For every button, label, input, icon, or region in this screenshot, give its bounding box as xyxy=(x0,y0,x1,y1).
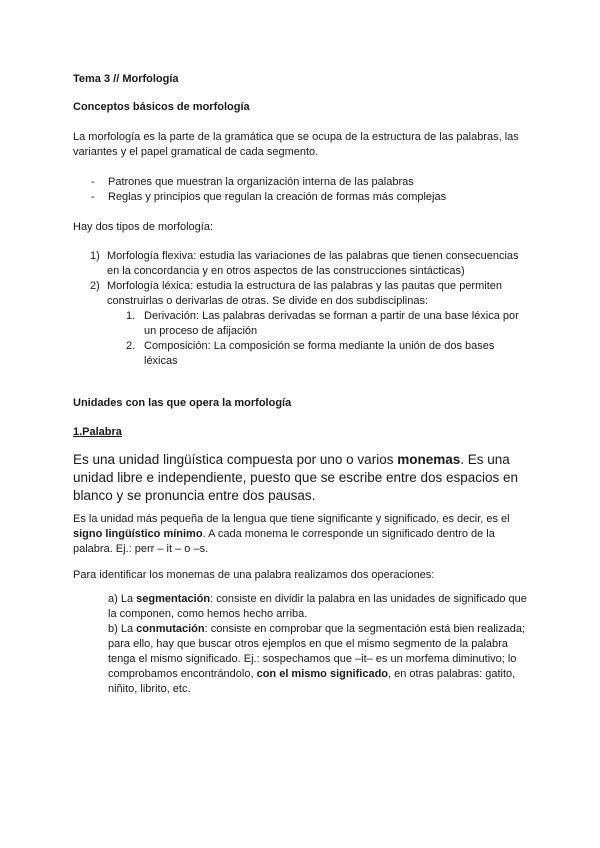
term-mismo-significado: con el mismo significado xyxy=(256,668,389,680)
section-heading-conceptos: Conceptos básicos de morfología xyxy=(73,101,250,113)
sublist-item-text: Composición: La composición se forma mediante la unión de dos bases léxicas xyxy=(144,340,495,367)
sublist-marker: 2. xyxy=(126,340,136,352)
section-heading-unidades: Unidades con las que opera la morfología xyxy=(73,397,292,409)
document-page: Tema 3 // Morfología Conceptos básicos de morfología La morfología es la parte de la gramática que se ocupa de la estructura de las palabras, las variantes y el papel gramatical de cada segmento. - Patrones que muestran la organización interna de las palabras - Reglas y principios que regulan la creación de formas más complejas Hay dos tipos de morfología: 1) Morfología flexiva: estudia las variaciones de las palabras que tienen consecuencias en la concordancia y en otros aspectos de las construcciones sintácticas) 2) Morfología léxica: estudia la estructura de las palabras y las pautas que permiten construirlas o derivarlas de otras. Se divide en dos subdisciplinas: 1. Derivación: Las palabras derivadas se forman a partir de una base léxica por un proceso de afijación 2. Composición: La composición se forma mediante la unión de dos bases léxicas Unidades con las que opera la morfología 1.Palabra Es una unidad lingüística compuesta por uno o varios monemas. Es una unidad libre e independiente, puesto que se escribe entre dos espacios en blanco y se pronuncia entre dos pausas. Es la unidad más pequeña de la lengua que tiene significante y significado, es decir, es el signo lingüístico mínimo. A cada monema le corresponde un significado dentro de la palabra. Ej.: perr – it – o –s. Para identificar los monemas de una palabra realizamos dos operaciones: a) La segmentación: consiste en dividir la palabra en las unidades de significado que la componen, como hemos hecho arriba. b) La conmutación: consiste en comprobar que la segmentación está bien realizada; para ello, hay que buscar otros ejemplos en que el mismo segmento de la palabra tenga el mismo significado. Ej.: sospechamos que –it– es un morfema diminutivo; lo comprobamos encontrándolo, con el mismo significado, en otras palabras: gatito, niñito, librito, etc. xyxy=(0,0,600,848)
operations-intro: Para identificar los monemas de una palabra realizamos dos operaciones: xyxy=(73,569,435,581)
list-item-text: Morfología flexiva: estudia las variaciones de las palabras que tienen consecuencias en la concordancia y en otros aspectos de las construcciones sintácticas) xyxy=(107,250,519,277)
term-conmutacion: conmutación xyxy=(136,623,205,635)
list-marker: 1) xyxy=(90,250,100,262)
bullet-text: Reglas y principios que regulan la creación de formas más complejas xyxy=(108,191,447,203)
list-marker: 2) xyxy=(90,280,100,292)
subsection-heading-palabra: 1.Palabra xyxy=(73,426,122,438)
minimal-sign-paragraph: Es la unidad más pequeña de la lengua que tiene significante y significado, es decir, es el signo lingüístico mínimo. A cada monema le corresponde un significado dentro de la palabra. Ej.: perr – it – o –s. xyxy=(73,513,510,555)
bullet-text: Patrones que muestran la organización interna de las palabras xyxy=(108,176,414,188)
operation-segmentation: a) La segmentación: consiste en dividir la palabra en las unidades de significado que la componen, como hemos hecho arriba. xyxy=(108,593,527,620)
sublist-item-text: Derivación: Las palabras derivadas se forman a partir de una base léxica por un proceso de afijación xyxy=(144,310,519,337)
term-monemas: monemas xyxy=(397,452,461,467)
types-intro: Hay dos tipos de morfología: xyxy=(73,221,214,233)
operation-commutation: b) La conmutación: consiste en comprobar que la segmentación está bien realizada; para ello, hay que buscar otros ejemplos en que el mismo segmento de la palabra tenga el mismo significado. Ej.: sospechamos que –it– es un morfema diminutivo; lo comprobamos encontrándolo, con el mismo significado, en otras palabras: gatito, niñito, librito, etc. xyxy=(108,623,526,695)
term-signo: signo lingüístico mínimo xyxy=(73,528,203,540)
list-item-text: Morfología léxica: estudia la estructura de las palabras y las pautas que permiten construirlas o derivarlas de otras. Se divide en dos subdisciplinas: xyxy=(107,280,502,307)
definition-paragraph: Es una unidad lingüística compuesta por uno o varios monemas. Es una unidad libre e independiente, puesto que se escribe entre dos espacios en blanco y se pronuncia entre dos pausas. xyxy=(73,452,519,503)
document-title: Tema 3 // Morfología xyxy=(73,73,179,85)
intro-paragraph: La morfología es la parte de la gramática que se ocupa de la estructura de las palabras, las variantes y el papel gramatical de cada segmento. xyxy=(73,131,519,158)
term-segmentacion: segmentación xyxy=(136,593,211,605)
sublist-marker: 1. xyxy=(126,310,136,322)
